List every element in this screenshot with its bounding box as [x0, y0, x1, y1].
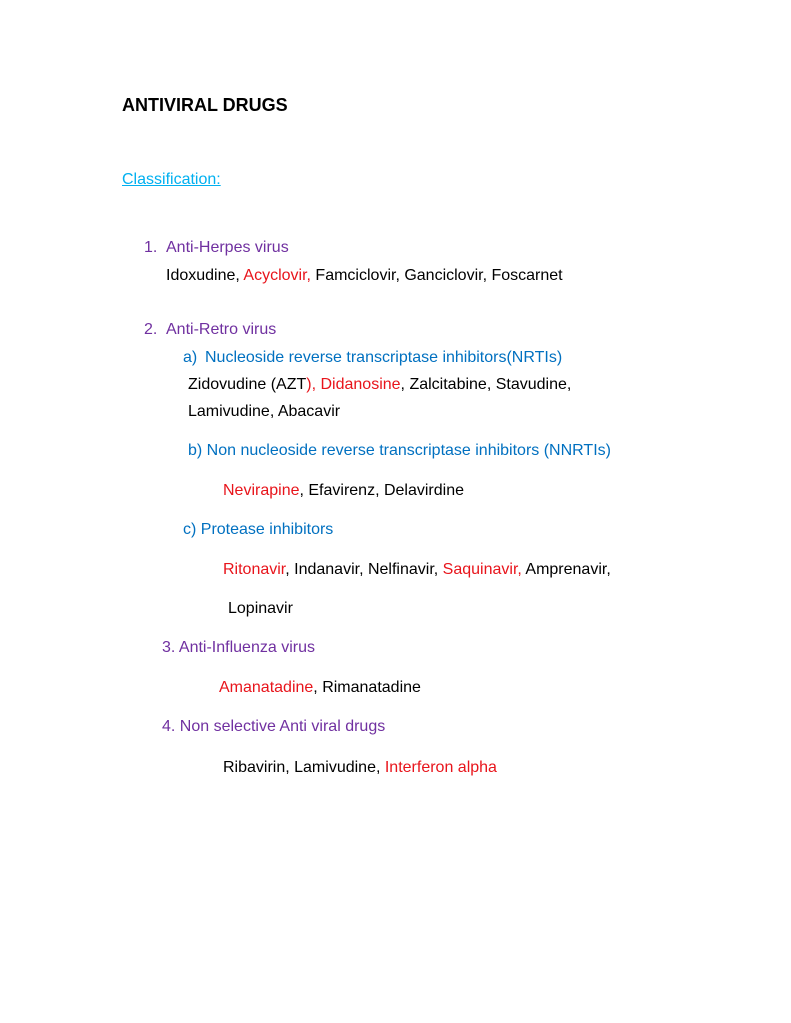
section-2c-drug-line-2: Lopinavir — [228, 600, 293, 617]
section-4-heading: 4. Non selective Anti viral drugs — [162, 718, 386, 735]
section-2c-heading: c) Protease inhibitors — [183, 521, 334, 538]
highlighted-drug: ), Didanosine — [306, 376, 401, 393]
highlighted-drug: Interferon alpha — [384, 759, 497, 776]
section-2b-drug-line — [223, 481, 464, 501]
document-title: ANTIVIRAL DRUGS — [122, 95, 288, 115]
drug-text: , Efavirenz, Delavirdine — [299, 482, 464, 499]
section-4-drug-line — [223, 758, 497, 778]
section-1-number: 1. — [144, 239, 158, 256]
section-2a-heading: Nucleoside reverse transcriptase inhibitors(NRTIs) — [205, 349, 563, 366]
section-2a-letter: a) — [183, 349, 198, 366]
drug-text: Amprenavir, — [521, 561, 611, 578]
section-1-heading: Anti-Herpes virus — [166, 239, 289, 256]
drug-text: Ribavirin, Lamivudine, — [223, 759, 385, 776]
section-2a-drug-line-1 — [188, 375, 571, 395]
highlighted-drug: Saquinavir, — [442, 561, 522, 578]
drug-text: Famciclovir, Ganciclovir, Foscarnet — [310, 267, 563, 284]
section-2-number: 2. — [144, 321, 158, 338]
section-3-heading: 3. Anti-Influenza virus — [162, 639, 315, 656]
drug-text: , Rimanatadine — [313, 679, 421, 696]
section-2c-drug-line-1 — [223, 560, 611, 580]
section-2-heading: Anti-Retro virus — [166, 321, 277, 338]
highlighted-drug: Amanatadine — [219, 679, 314, 696]
highlighted-drug: Nevirapine — [223, 482, 300, 499]
classification-subtitle: Classification: — [122, 171, 221, 188]
highlighted-drug: Acyclovir, — [243, 267, 311, 284]
drug-text: , Zalcitabine, Stavudine, — [400, 376, 572, 393]
drug-text: Idoxudine, — [166, 267, 244, 284]
section-2a-drug-line-2: Lamivudine, Abacavir — [188, 403, 341, 420]
section-3-drug-line — [219, 678, 421, 698]
section-1-drug-line — [166, 266, 563, 286]
drug-text: , Indanavir, Nelfinavir, — [285, 561, 443, 578]
highlighted-drug: Ritonavir — [223, 561, 286, 578]
drug-text: Zidovudine (AZT — [188, 376, 307, 393]
section-2b-heading: b) Non nucleoside reverse transcriptase inhibitors (NNRTIs) — [188, 442, 611, 459]
